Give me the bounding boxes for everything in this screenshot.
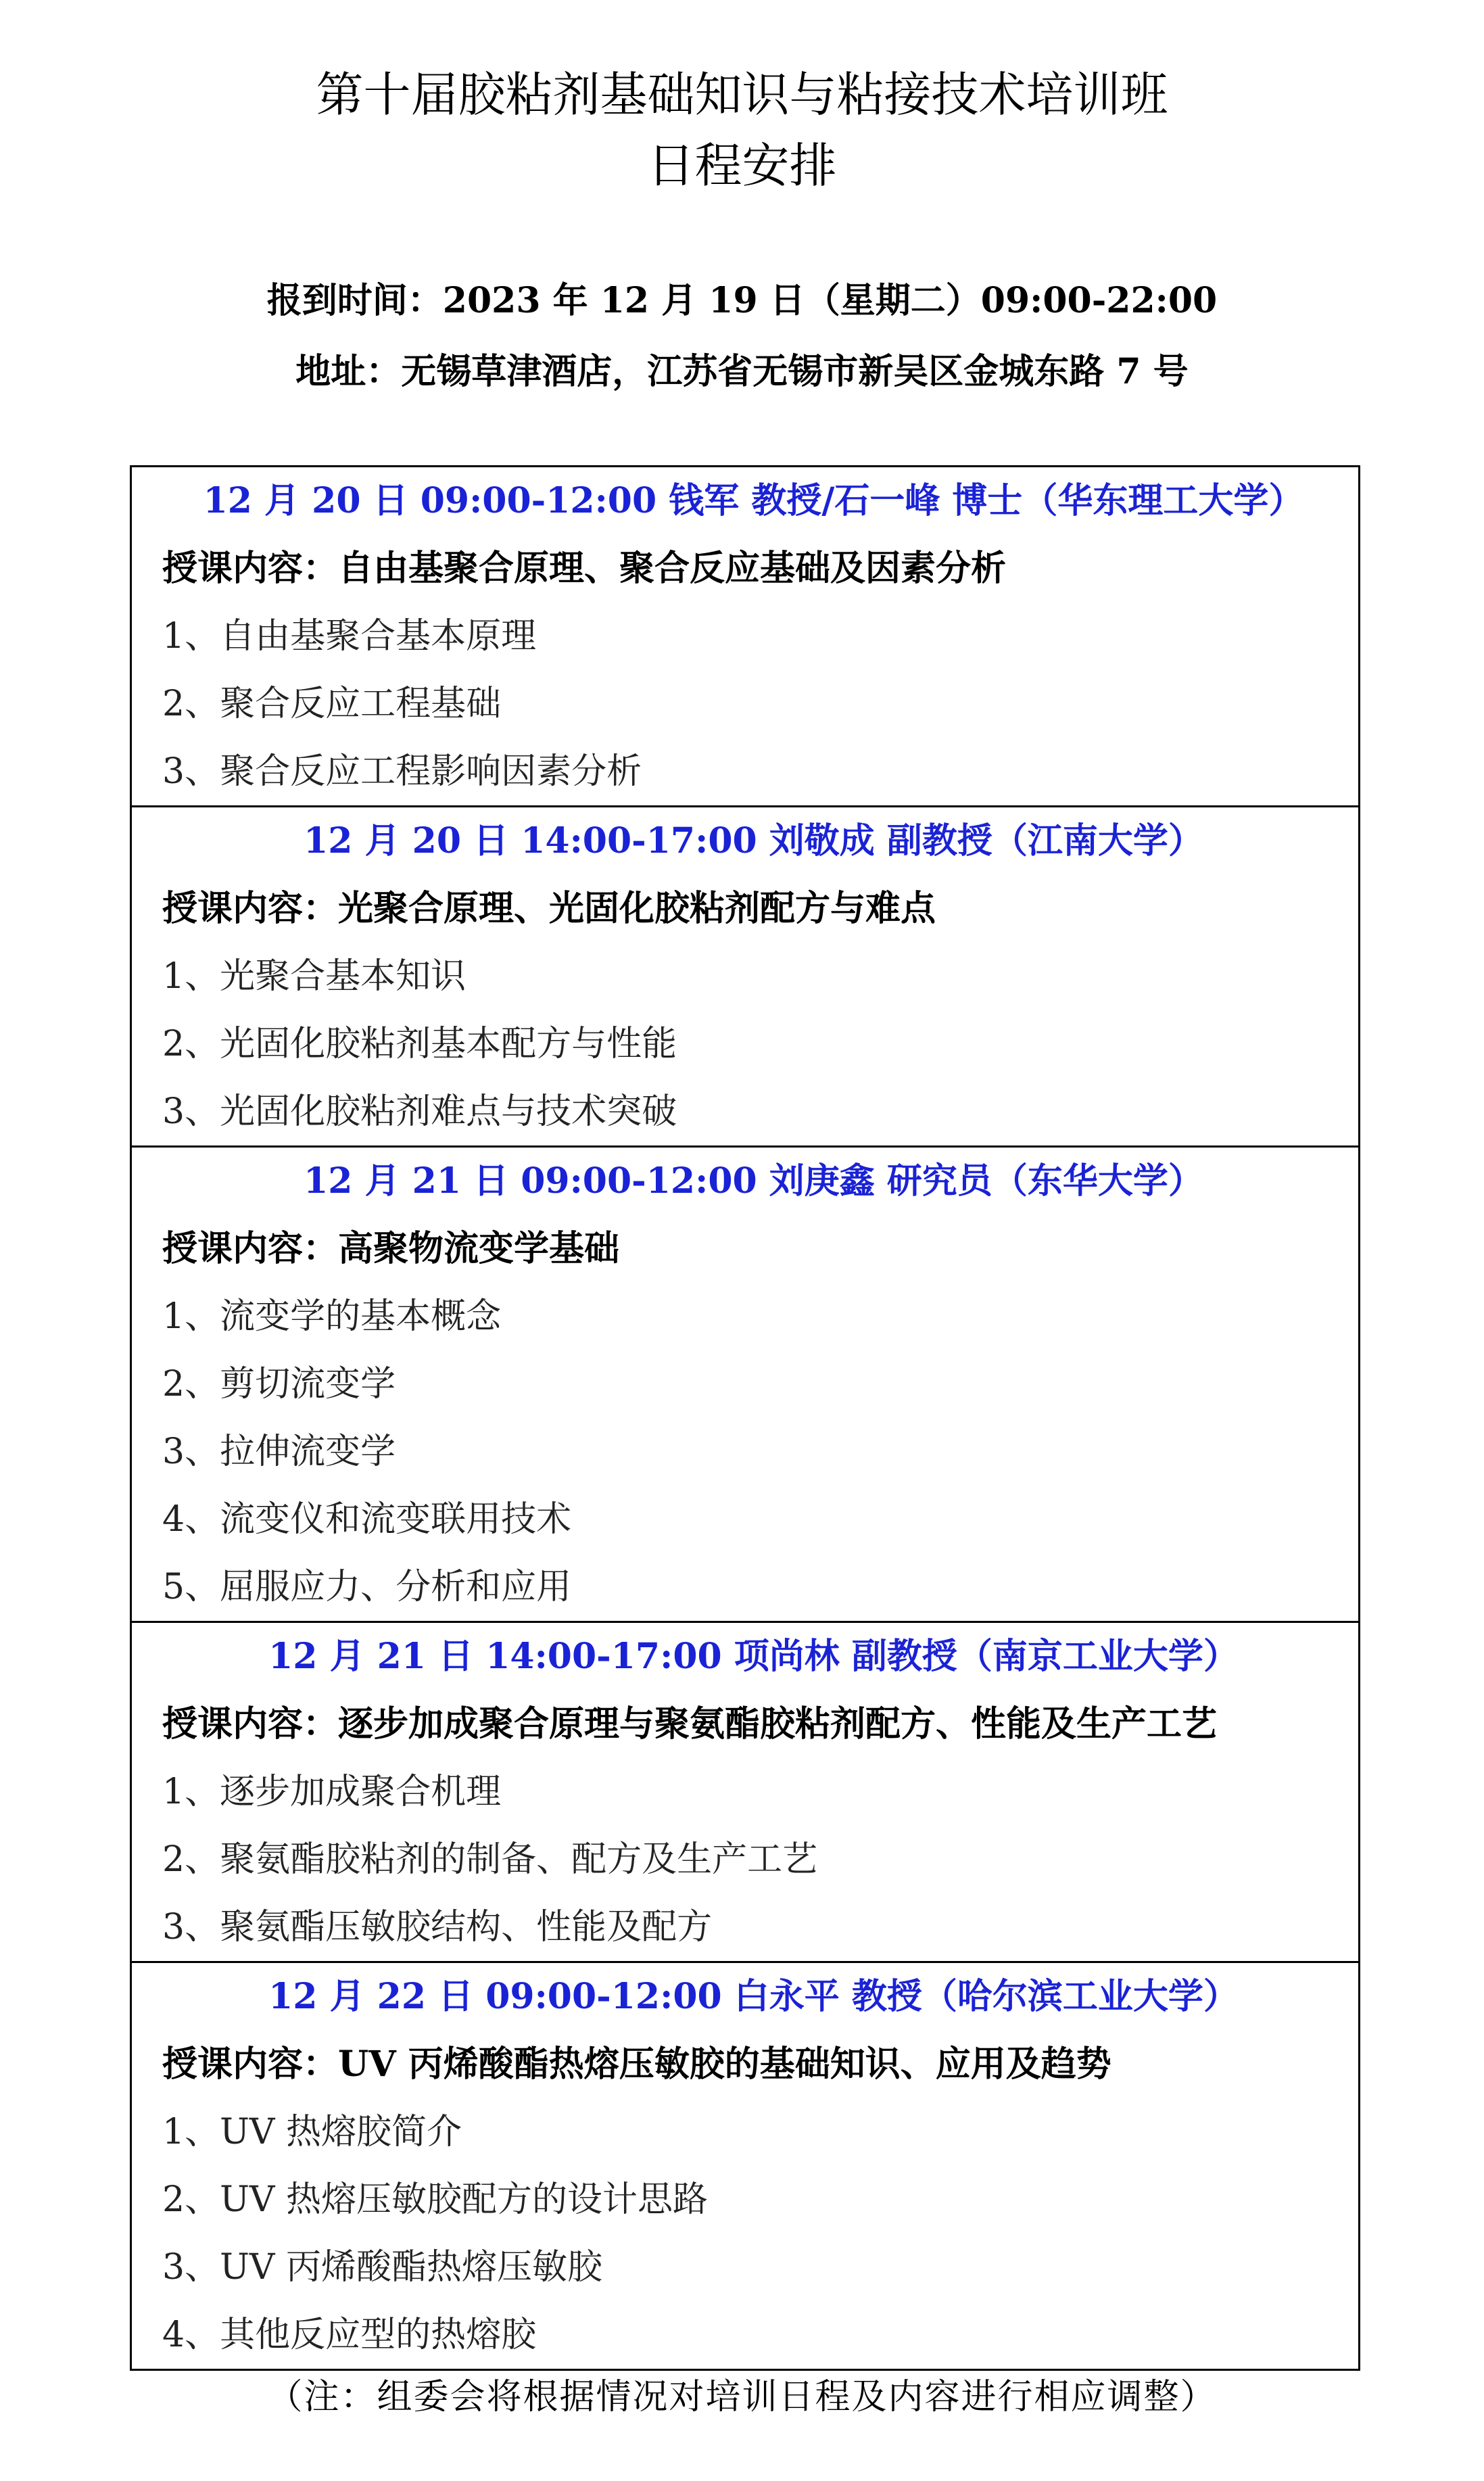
session-header: 12 月 21 日 09:00-12:00 刘庚鑫 研究员（东华大学） [304, 1160, 1203, 1202]
registration-time: 报到时间：2023 年 12 月 19 日（星期二）09:00-22:00 [266, 280, 1218, 321]
session-item: 2、光固化胶粘剂基本配方与性能 [162, 1024, 677, 1064]
session-topic: 授课内容：逐步加成聚合原理与聚氨酯胶粘剂配方、性能及生产工艺 [162, 1703, 1218, 1745]
session-item: 4、其他反应型的热熔胶 [162, 2315, 537, 2355]
session-item: 4、流变仪和流变联用技术 [162, 1499, 572, 1540]
session-item: 1、自由基聚合基本原理 [162, 616, 537, 657]
session-4 [132, 1621, 1358, 1961]
session-item: 3、光固化胶粘剂难点与技术突破 [162, 1091, 677, 1132]
document-title: 第十届胶粘剂基础知识与粘接技术培训班 [316, 67, 1168, 122]
document-subtitle: 日程安排 [647, 138, 837, 193]
session-item: 1、光聚合基本知识 [162, 956, 466, 997]
session-header: 12 月 21 日 14:00-17:00 项尚林 副教授（南京工业大学） [268, 1636, 1239, 1677]
session-item: 1、UV 热熔胶简介 [162, 2112, 462, 2152]
session-item: 3、聚氨酯压敏胶结构、性能及配方 [162, 1907, 713, 1947]
session-header: 12 月 20 日 14:00-17:00 刘敬成 副教授（江南大学） [304, 820, 1203, 861]
session-item: 2、聚氨酯胶粘剂的制备、配方及生产工艺 [162, 1839, 818, 1880]
session-item: 3、聚合反应工程影响因素分析 [162, 751, 642, 792]
session-item: 1、流变学的基本概念 [162, 1296, 502, 1337]
schedule-table [130, 465, 1360, 2371]
session-item: 3、UV 丙烯酸酯热熔压敏胶 [162, 2247, 602, 2288]
venue-address: 地址：无锡草津酒店，江苏省无锡市新吴区金城东路 7 号 [295, 351, 1189, 392]
session-item: 5、屈服应力、分析和应用 [162, 1567, 572, 1607]
session-item: 1、逐步加成聚合机理 [162, 1772, 502, 1812]
session-item: 3、拉伸流变学 [162, 1432, 396, 1472]
session-header: 12 月 22 日 09:00-12:00 白永平 教授（哈尔滨工业大学） [268, 1976, 1239, 2017]
session-1 [132, 467, 1358, 805]
session-item: 2、聚合反应工程基础 [162, 684, 502, 724]
session-2 [132, 805, 1358, 1145]
session-3 [132, 1145, 1358, 1621]
session-topic: 授课内容：UV 丙烯酸酯热熔压敏胶的基础知识、应用及趋势 [162, 2043, 1111, 2085]
session-topic: 授课内容：光聚合原理、光固化胶粘剂配方与难点 [162, 888, 936, 929]
session-5 [132, 1961, 1358, 2369]
session-item: 2、剪切流变学 [162, 1364, 396, 1404]
session-header: 12 月 20 日 09:00-12:00 钱军 教授/石一峰 博士（华东理工大学） [203, 480, 1304, 521]
session-topic: 授课内容：自由基聚合原理、聚合反应基础及因素分析 [162, 548, 1007, 589]
session-topic: 授课内容：高聚物流变学基础 [162, 1228, 620, 1269]
session-item: 2、UV 热熔压敏胶配方的设计思路 [162, 2179, 708, 2220]
footnote: （注：组委会将根据情况对培训日程及内容进行相应调整） [267, 2377, 1217, 2417]
